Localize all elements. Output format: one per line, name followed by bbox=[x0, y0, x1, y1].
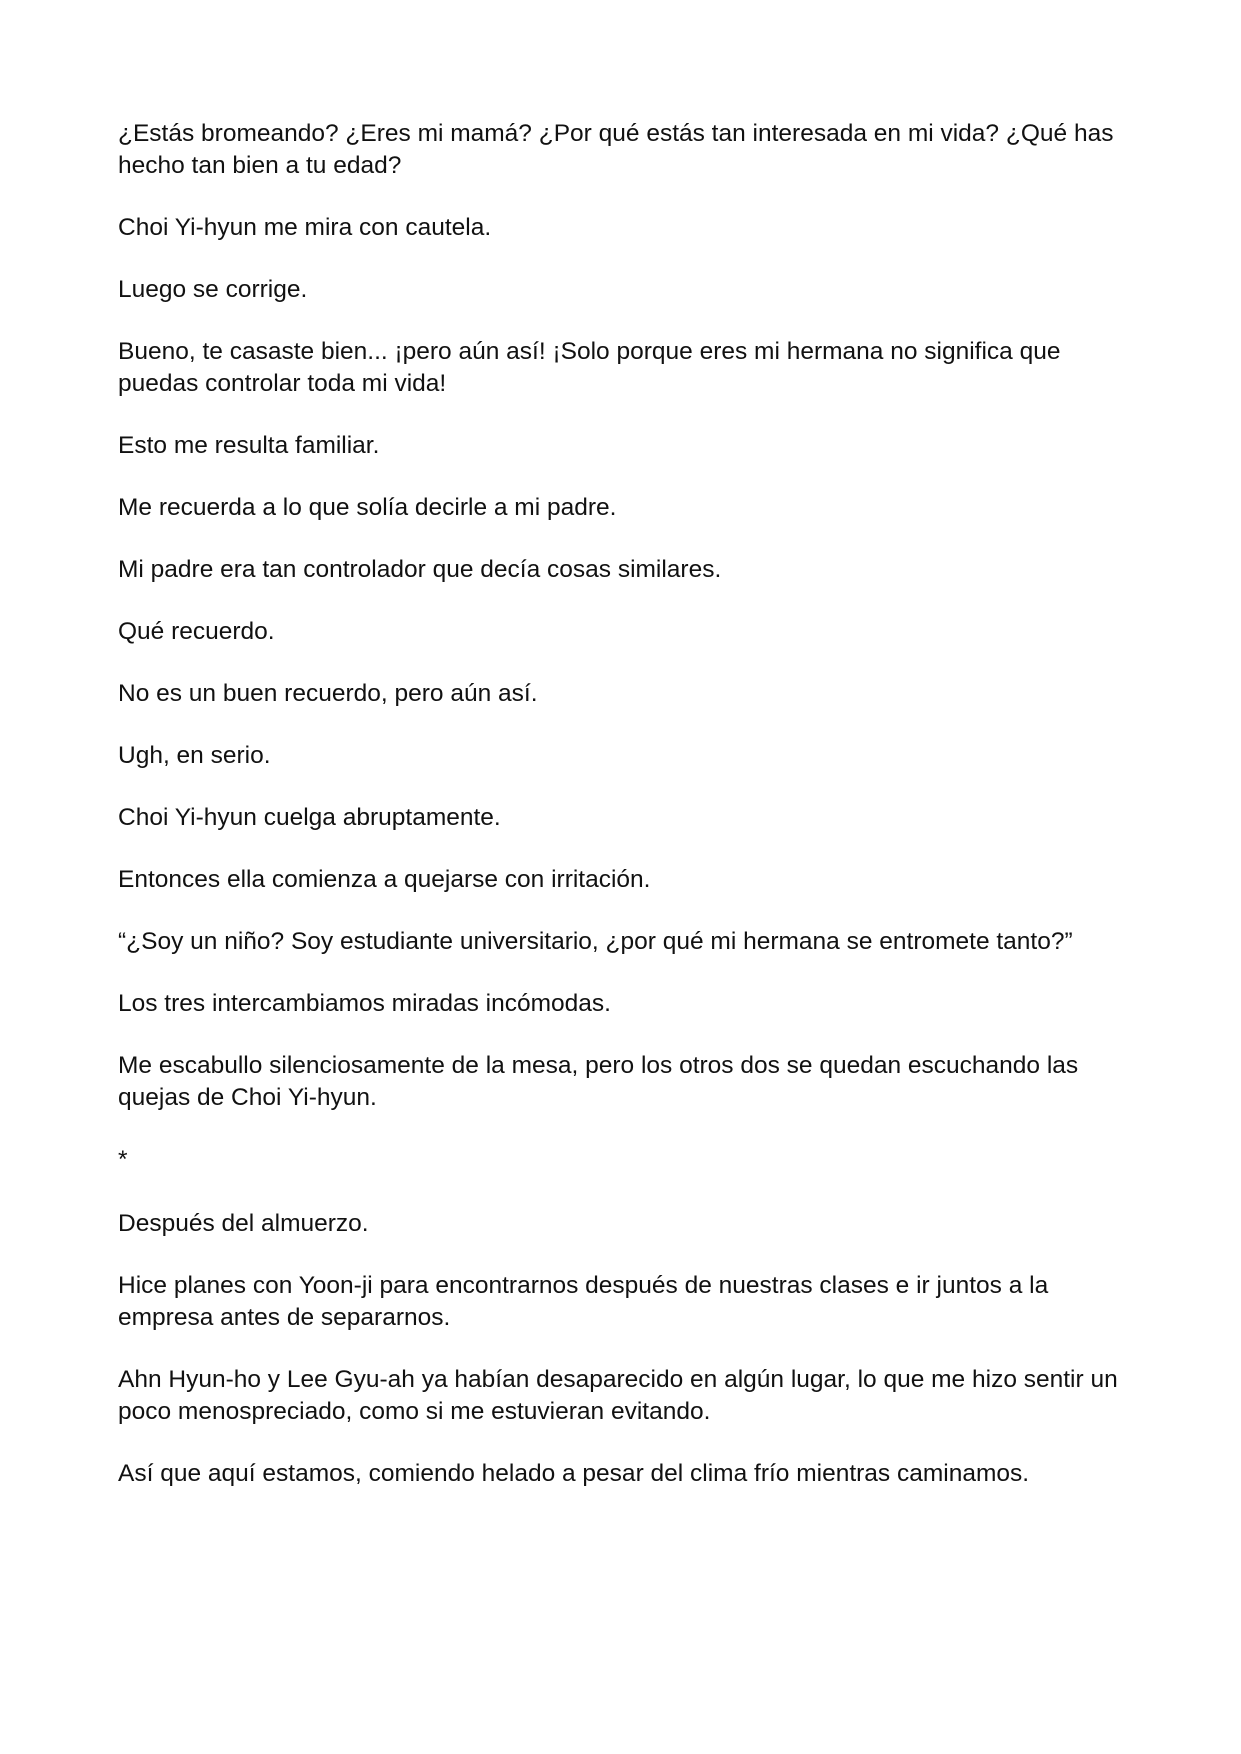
paragraph: Esto me resulta familiar. bbox=[118, 432, 380, 459]
paragraph: Entonces ella comienza a quejarse con irritación. bbox=[118, 866, 651, 893]
paragraph: Choi Yi-hyun cuelga abruptamente. bbox=[118, 804, 501, 831]
paragraph: Me escabullo silenciosamente de la mesa, pero los otros dos se quedan escuchando las quejas de Choi Yi-hyun. bbox=[118, 1052, 1079, 1111]
paragraph: Luego se corrige. bbox=[118, 276, 308, 303]
paragraph: Me recuerda a lo que solía decirle a mi padre. bbox=[118, 494, 617, 521]
paragraph: Choi Yi-hyun me mira con cautela. bbox=[118, 214, 492, 241]
paragraph: Ahn Hyun-ho y Lee Gyu-ah ya habían desaparecido en algún lugar, lo que me hizo sentir un poco menospreciado, como si me estuvieran evitando. bbox=[118, 1366, 1118, 1425]
paragraph: Mi padre era tan controlador que decía cosas similares. bbox=[118, 556, 722, 583]
paragraph: No es un buen recuerdo, pero aún así. bbox=[118, 680, 538, 707]
document-body bbox=[118, 118, 1128, 1520]
paragraph: Después del almuerzo. bbox=[118, 1210, 369, 1237]
paragraph: Así que aquí estamos, comiendo helado a pesar del clima frío mientras caminamos. bbox=[118, 1460, 1030, 1487]
paragraph: Qué recuerdo. bbox=[118, 618, 275, 645]
paragraph: Hice planes con Yoon-ji para encontrarnos después de nuestras clases e ir juntos a la empresa antes de separarnos. bbox=[118, 1272, 1049, 1331]
paragraph: ¿Estás bromeando? ¿Eres mi mamá? ¿Por qué estás tan interesada en mi vida? ¿Qué has hecho tan bien a tu edad? bbox=[118, 120, 1114, 179]
paragraph: Bueno, te casaste bien... ¡pero aún así! ¡Solo porque eres mi hermana no significa que puedas controlar toda mi vida! bbox=[118, 338, 1061, 397]
scene-separator: * bbox=[118, 1146, 128, 1173]
paragraph: “¿Soy un niño? Soy estudiante universitario, ¿por qué mi hermana se entromete tanto?” bbox=[118, 928, 1073, 955]
paragraph: Ugh, en serio. bbox=[118, 742, 271, 769]
paragraph: Los tres intercambiamos miradas incómodas. bbox=[118, 990, 611, 1017]
